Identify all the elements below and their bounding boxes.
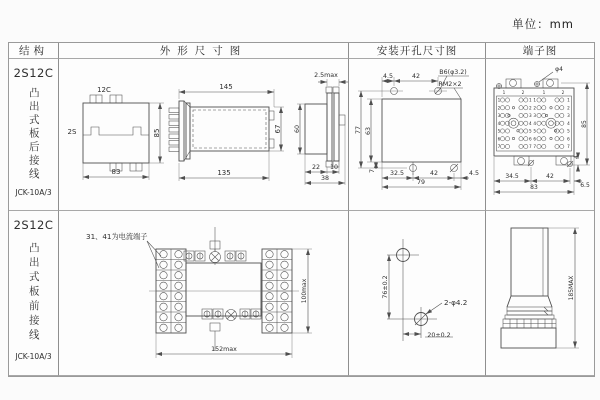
svg-text:6: 6 [528, 136, 532, 142]
header-structure: 结构 [9, 43, 59, 59]
svg-text:1: 1 [502, 90, 506, 95]
dim-wiring-width: 152max [211, 346, 237, 353]
dim-side-height: 67 [274, 124, 282, 134]
svg-text:3: 3 [567, 113, 570, 119]
svg-text:5: 5 [497, 128, 501, 134]
svg-text:1: 1 [528, 97, 532, 103]
profile-svg [486, 211, 594, 376]
dim-profile-height: 185MAX [568, 275, 575, 301]
dim-install-top-offset: 4.5 [382, 73, 394, 80]
svg-text:2: 2 [497, 105, 501, 111]
dim-terminal-b2: 42 [546, 173, 554, 180]
dim-install-b3: 4.5 [468, 170, 480, 177]
model-label: 2S12C [13, 66, 54, 80]
structure-cell-row2 [9, 211, 59, 376]
install-screw-spec: RM2×2 [438, 81, 462, 88]
header-terminal: 端子图 [486, 43, 594, 59]
svg-text:7: 7 [567, 144, 570, 150]
terminal-drawing-svg [486, 59, 594, 211]
dim-front-width: 83 [111, 168, 121, 176]
svg-text:6: 6 [533, 136, 537, 142]
svg-text:5: 5 [567, 128, 570, 134]
svg-text:4: 4 [497, 120, 501, 126]
svg-text:2: 2 [533, 105, 537, 111]
front-wiring-cell [59, 211, 349, 376]
terminal-scatter-holes [508, 107, 557, 140]
svg-text:1: 1 [542, 90, 546, 95]
dim-terminal-height: 85 [581, 120, 588, 128]
install-drawing-cell [349, 59, 486, 211]
drill-template-svg [349, 211, 486, 376]
dim-end-d2: 10 [329, 164, 339, 171]
dim-install-b2: 42 [429, 170, 439, 177]
install-hole-drawing [355, 69, 479, 190]
unit-label: 单位：mm [512, 17, 574, 31]
svg-text:1: 1 [533, 97, 537, 103]
terminal-plate-drawing [494, 66, 590, 195]
dim-install-b1: 32.5 [389, 170, 405, 177]
svg-text:5: 5 [533, 128, 537, 134]
model-label: 2S12C [13, 218, 54, 232]
dim-drill-vertical: 76±0.2 [382, 275, 389, 299]
svg-text:2: 2 [528, 105, 532, 111]
svg-text:4: 4 [567, 120, 570, 126]
install-drawing-svg [349, 59, 486, 211]
dim-end-height: 60 [294, 124, 301, 134]
structure-cell-row1 [9, 59, 59, 211]
drill-template-cell [349, 211, 486, 376]
front-side-label: 2S [67, 128, 77, 136]
dim-end-total: 38 [320, 175, 330, 182]
drill-template-drawing [382, 239, 467, 341]
terminal-hole-label: φ4 [555, 66, 563, 73]
header-outline: 外形尺寸图 [59, 43, 349, 59]
dim-end-gap: 2.5max [314, 72, 338, 79]
dim-side-total: 145 [219, 83, 233, 91]
front-wiring-svg [59, 211, 349, 376]
case-profile-drawing [501, 228, 579, 348]
svg-text:2: 2 [567, 105, 570, 111]
mounting-type-label: 凸出式板前接线 [27, 242, 40, 344]
outline-drawing-cell [59, 59, 349, 211]
svg-text:2: 2 [521, 90, 525, 95]
dim-install-top-span: 42 [411, 73, 421, 80]
front-case-label: 12C [97, 86, 111, 94]
dim-terminal-tab: 4 [573, 155, 580, 159]
svg-text:4: 4 [533, 120, 537, 126]
svg-text:1: 1 [497, 97, 501, 103]
dim-terminal-b3: 6.5 [580, 182, 590, 189]
dim-drill-horizontal: 20±0.2 [427, 332, 451, 339]
install-hole-spec: B6(φ3.2) [439, 69, 467, 76]
svg-text:3: 3 [528, 113, 532, 119]
drawing-table [8, 42, 595, 377]
front-wiring-drawing [86, 227, 312, 358]
svg-text:7: 7 [497, 144, 501, 150]
side-view-drawing [169, 83, 284, 181]
svg-text:3: 3 [533, 113, 537, 119]
svg-text:1: 1 [567, 97, 570, 103]
dim-side-body: 135 [217, 169, 231, 177]
svg-text:6: 6 [497, 136, 501, 142]
mounting-type-label: 凸出式板后接线 [27, 87, 40, 182]
front-view-drawing [68, 86, 164, 180]
dim-front-height: 85 [153, 128, 161, 138]
dim-install-77: 77 [355, 125, 362, 135]
dim-end-d1: 22 [311, 164, 321, 171]
end-view-drawing [294, 72, 348, 185]
svg-text:6: 6 [567, 136, 570, 142]
case-code-label: JCK-10A/3 [15, 187, 52, 197]
terminal-drawing-cell [486, 59, 594, 211]
profile-cell [486, 211, 594, 376]
svg-text:7: 7 [528, 144, 532, 150]
dim-install-7: 7 [369, 168, 376, 174]
svg-text:2: 2 [561, 90, 565, 95]
outline-drawing-svg [59, 59, 349, 211]
svg-text:4: 4 [528, 120, 532, 126]
dim-install-total: 79 [416, 179, 426, 186]
case-code-label: JCK-10A/3 [15, 352, 52, 361]
terminal-rows [498, 90, 571, 149]
screw-terminals [184, 251, 261, 319]
svg-text:3: 3 [497, 113, 501, 119]
dim-terminal-b1: 34.5 [505, 173, 519, 180]
svg-text:5: 5 [528, 128, 532, 134]
drill-hole-spec: 2-φ4.2 [444, 298, 468, 307]
svg-text:7: 7 [533, 144, 537, 150]
dim-terminal-total: 83 [530, 184, 538, 191]
header-install: 安装开孔尺寸图 [349, 43, 486, 59]
dim-wiring-height: 100max [301, 278, 308, 304]
dim-install-63: 63 [365, 126, 372, 136]
current-terminal-note: 31、41为电流端子 [86, 232, 148, 241]
